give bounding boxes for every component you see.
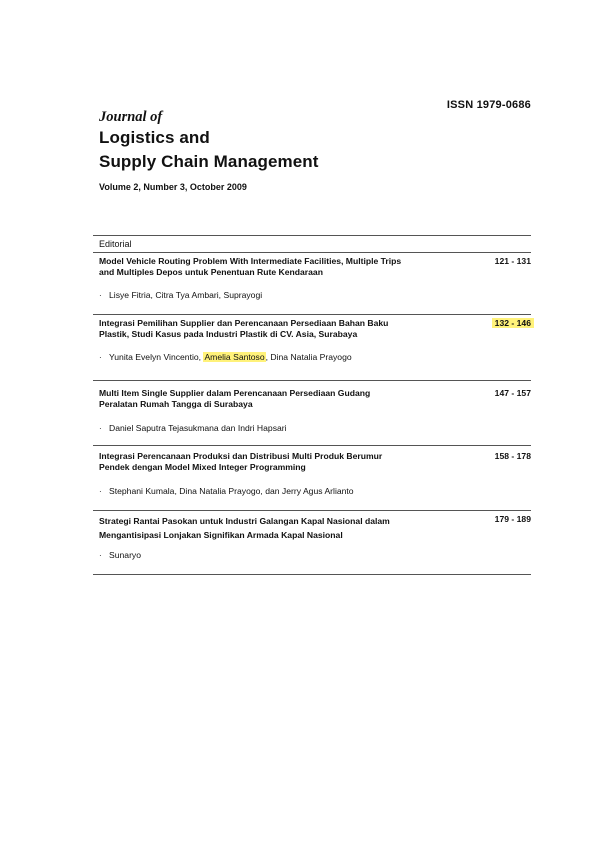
author-list: Sunaryo (109, 550, 142, 560)
article-authors (99, 550, 479, 561)
divider (93, 252, 531, 253)
journal-title-line-1: Logistics and (99, 128, 210, 147)
bullet: · (99, 487, 102, 496)
author-list-part: Yunita Evelyn Vincentio, (109, 352, 204, 362)
divider (93, 380, 531, 381)
article-authors (99, 290, 479, 301)
author-list: Stephani Kumala, Dina Natalia Prayogo, dan Jerry Agus Arlianto (109, 486, 354, 496)
author-list: Daniel Saputra Tejasukmana dan Indri Hapsari (109, 423, 287, 433)
article-title[interactable] (99, 318, 461, 340)
divider (93, 510, 531, 511)
article-title-line: Pendek dengan Model Mixed Integer Programming (99, 462, 306, 472)
article-title-line: Mengantisipasi Lonjakan Signifikan Armada Kapal Nasional (99, 530, 343, 540)
article-authors (99, 423, 479, 434)
article-pages: 179 - 189 (494, 514, 531, 524)
author-list: Lisye Fitria, Citra Tya Ambari, Suprayogi (109, 290, 263, 300)
article-title[interactable] (99, 514, 461, 542)
article-title-line: Plastik, Studi Kasus pada Industri Plastik di CV. Asia, Surabaya (99, 329, 358, 339)
journal-title-line-2: Supply Chain Management (99, 152, 319, 171)
volume-info: Volume 2, Number 3, October 2009 (99, 182, 247, 192)
divider (93, 445, 531, 446)
journal-prefix: Journal of (99, 109, 163, 125)
author-list-part: , Dina Natalia Prayogo (265, 352, 352, 362)
article-authors (99, 486, 479, 497)
article-title-line: Model Vehicle Routing Problem With Intermediate Facilities, Multiple Trips (99, 256, 402, 266)
highlighted-author: Amelia Santoso (204, 352, 265, 362)
article-title-line: Integrasi Pemilihan Supplier dan Perencanaan Persediaan Bahan Baku (99, 318, 389, 328)
article-title-line: Strategi Rantai Pasokan untuk Industri Galangan Kapal Nasional dalam (99, 516, 390, 526)
article-pages-highlighted: 132 - 146 (492, 318, 534, 328)
bullet: · (99, 353, 102, 362)
divider (93, 574, 531, 575)
divider (93, 235, 531, 236)
article-pages: 158 - 178 (494, 451, 531, 461)
article-title-line: Multi Item Single Supplier dalam Perencanaan Persediaan Gudang (99, 388, 371, 398)
article-title[interactable] (99, 451, 461, 473)
issn-number: ISSN 1979-0686 (446, 99, 531, 111)
article-pages: 121 - 131 (494, 256, 531, 266)
editorial-label: Editorial (99, 239, 132, 249)
article-pages: 147 - 157 (494, 388, 531, 398)
article-title-line: and Multiples Depos untuk Penentuan Rute Kendaraan (99, 267, 323, 277)
article-authors (99, 352, 479, 363)
article-title-line: Integrasi Perencanaan Produksi dan Distribusi Multi Produk Berumur (99, 451, 383, 461)
article-title[interactable] (99, 388, 461, 410)
bullet: · (99, 424, 102, 433)
bullet: · (99, 291, 102, 300)
bullet: · (99, 551, 102, 560)
article-title[interactable] (99, 256, 461, 278)
article-title-line: Peralatan Rumah Tangga di Surabaya (99, 399, 253, 409)
divider (93, 314, 531, 315)
